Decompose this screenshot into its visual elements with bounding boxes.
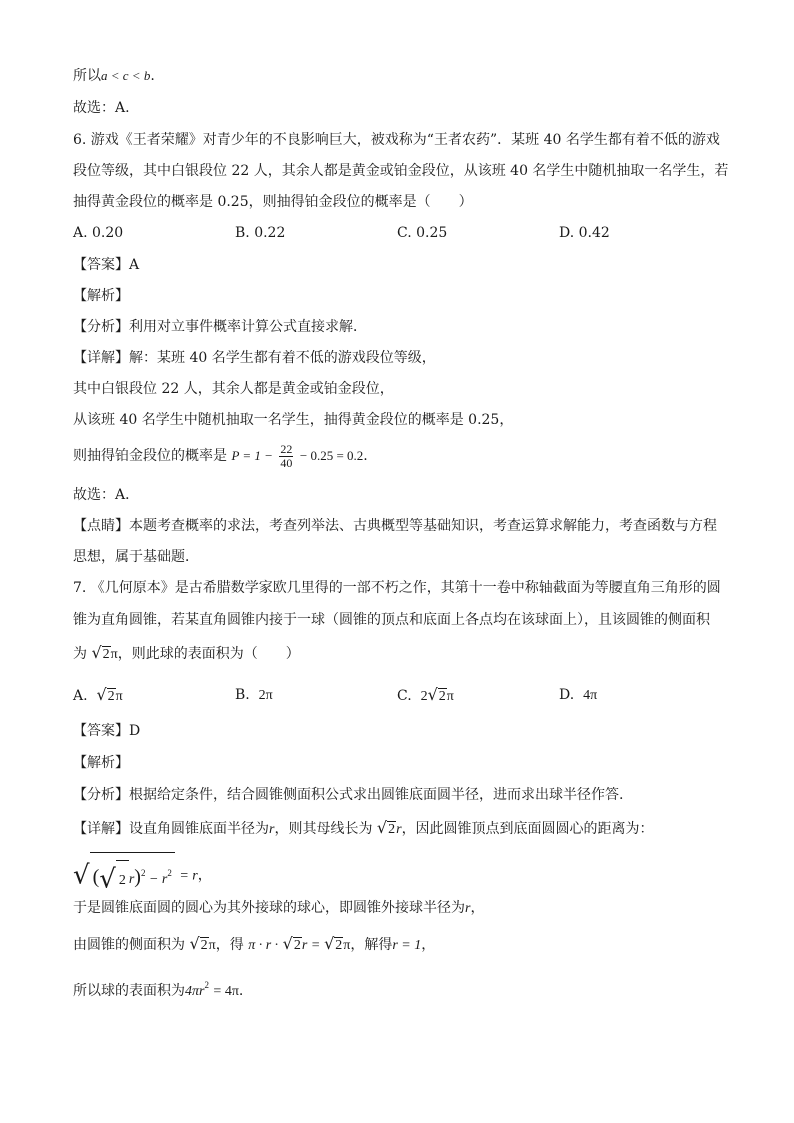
question-7-stem-line-2: 锥为直角圆锥，若某直角圆锥内接于一球（圆锥的顶点和底面上各点均在该球面上），且该圆锥的侧面积	[73, 612, 710, 628]
sqrt-symbol: √	[282, 934, 293, 953]
question-6-analysis-heading: 【解析】	[73, 288, 129, 304]
pi-symbol: π	[343, 938, 351, 953]
sqrt-symbol: √	[324, 934, 335, 953]
sqrt-radicand: 2	[293, 938, 301, 953]
fraction-numerator: 22	[280, 441, 293, 456]
variable-r: r	[396, 822, 402, 837]
text: ，因此圆锥顶点到底面圆圆心的距离为：	[401, 821, 654, 837]
text: 所以球的表面积为	[73, 983, 185, 999]
question-7-stem-line-1: 7. 《几何原本》是古希腊数学家欧几里得的一部不朽之作，其第十一卷中称轴截面为等腰直角三角形的圆	[73, 580, 721, 596]
variable-r: r	[128, 872, 135, 887]
math-expression: a < c < b	[101, 68, 151, 83]
sqrt-radicand: (√ 2 $r)^2 - r^2$	[90, 852, 175, 899]
question-6-stem-line-3: 抽得黄金段位的概率是 0.25，则抽得铂金段位的概率是（ ）	[73, 194, 473, 210]
variable-r: r	[301, 938, 308, 953]
exponent: 2	[204, 980, 209, 990]
question-7-option-c	[397, 685, 454, 707]
question-7-stem-line-3	[73, 643, 300, 665]
sqrt-radicand: 2	[116, 860, 129, 899]
question-7-detail-line	[73, 818, 654, 840]
text: 由圆锥的侧面积为	[73, 937, 185, 953]
text: ，则其母线长为	[274, 821, 373, 837]
option-label: A.	[73, 688, 88, 704]
question-7-fenxi: 【分析】根据给定条件，结合圆锥侧面积公式求出圆锥底面圆半径，进而求出球半径作答.	[73, 787, 624, 803]
option-label: C.	[397, 688, 412, 704]
math-expression: =	[311, 938, 320, 953]
math-expression: − 0.25 = 0.2	[299, 448, 364, 463]
text: ，得	[215, 937, 244, 953]
sqrt-symbol: √	[376, 818, 388, 837]
question-6-dianjing-line-1: 【点睛】本题考查概率的求法，考查列举法、古典概型等基础知识，考查运算求解能力，考查函数与方程	[73, 518, 717, 534]
variable-r: r	[465, 901, 471, 916]
text: ，	[470, 900, 485, 916]
math-expression: P = 1 −	[231, 448, 273, 463]
pi-symbol: π	[208, 938, 216, 953]
text-line: 故选：A.	[73, 100, 130, 116]
text-line	[73, 66, 155, 86]
math-expression: 4πr	[185, 984, 205, 999]
question-6-stem-line-2: 段位等级，其中白银段位 22 人，其余人都是黄金或铂金段位，从该班 40 名学生中随机抽取一名学生，若	[73, 163, 729, 179]
question-6-choose: 故选：A．	[73, 487, 140, 503]
question-7-detail-line	[73, 934, 435, 956]
sqrt-radicand: 2	[200, 938, 208, 953]
exponent: 2	[140, 868, 146, 878]
math-expression: r = 1	[392, 938, 422, 953]
sqrt-symbol: √	[427, 685, 438, 704]
question-6-option-c: C. 0.25	[397, 225, 448, 241]
sqrt-expression	[428, 685, 447, 707]
pi-symbol: π	[110, 647, 118, 662]
pi-symbol: π	[446, 689, 454, 704]
sqrt-radicand: 2	[107, 689, 115, 704]
math-expression: = r	[179, 868, 198, 884]
sqrt-symbol: √	[96, 685, 107, 704]
sqrt-radicand: 2	[102, 647, 110, 662]
question-6-option-a: A. 0.20	[73, 225, 124, 241]
question-7-detail-line	[73, 975, 243, 1002]
sqrt-expression	[99, 860, 129, 899]
question-6-detail-line: 从该班 40 名学生中随机抽取一名学生，抽得黄金段位的概率是 0.25，	[73, 412, 514, 428]
sqrt-radicand: 2	[388, 822, 396, 837]
text: 为	[73, 646, 87, 662]
question-7-analysis-heading: 【解析】	[73, 755, 129, 771]
sqrt-symbol: √	[91, 643, 102, 662]
question-6-detail-formula-line	[73, 442, 368, 470]
text: .	[150, 68, 155, 84]
sqrt-expression	[283, 934, 302, 956]
question-6-dianjing-line-2: 思想，属于基础题．	[73, 549, 199, 565]
text: ，	[197, 867, 212, 884]
question-7-option-a	[73, 685, 123, 707]
question-6-option-b: B. 0.22	[235, 225, 286, 241]
option-label: D.	[559, 687, 575, 703]
option-value: 2π	[258, 688, 273, 703]
fraction-denominator: 40	[280, 455, 293, 470]
math-expression: − r	[148, 872, 168, 887]
question-6-option-d: D. 0.42	[559, 225, 610, 241]
question-6-answer: 【答案】A	[73, 257, 140, 273]
sqrt-symbol: √	[73, 860, 90, 891]
sqrt-expression	[73, 852, 175, 899]
text: ，则此球的表面积为（ ）	[117, 646, 300, 662]
question-6-detail-line: 其中白银段位 22 人，其余人都是黄金或铂金段位，	[73, 381, 394, 397]
question-7-formula	[73, 852, 212, 899]
text: 所以	[73, 68, 101, 84]
pi-symbol: π	[115, 689, 123, 704]
sqrt-expression	[189, 934, 208, 956]
text: ，解得	[350, 937, 393, 953]
exponent: 2	[167, 868, 172, 878]
variable-r: r	[269, 822, 275, 837]
text: 则抽得铂金段位的概率是	[73, 448, 227, 464]
question-6-detail-line: 【详解】解：某班 40 名学生都有着不低的游戏段位等级，	[73, 350, 436, 366]
text: ，	[421, 937, 436, 953]
text: .	[238, 983, 244, 999]
question-7-option-b	[235, 685, 273, 706]
coefficient: 2	[420, 689, 428, 704]
text: 于是圆锥底面圆的圆心为其外接球的球心，即圆锥外接球半径为	[73, 900, 465, 916]
sqrt-symbol: √	[99, 864, 116, 895]
question-7-option-d	[559, 685, 597, 706]
sqrt-expression	[377, 818, 396, 840]
sqrt-expression	[96, 685, 115, 707]
math-expression: = 4π	[213, 984, 239, 999]
question-7-answer: 【答案】D	[73, 723, 141, 739]
sqrt-expression	[324, 934, 343, 956]
sqrt-expression	[91, 643, 110, 665]
sqrt-radicand: 2	[438, 689, 446, 704]
sqrt-symbol: √	[189, 934, 200, 953]
option-label: B.	[235, 687, 250, 703]
question-6-stem-line-1: 6. 游戏《王者荣耀》对青少年的不良影响巨大，被戏称为“王者农药”．某班 40 名学生都有着不低的游戏	[73, 132, 720, 148]
fraction	[279, 443, 293, 470]
option-value: 4π	[583, 688, 598, 703]
math-expression: π · r ·	[248, 938, 279, 953]
text: .	[363, 448, 368, 464]
text: 【详解】设直角圆锥底面半径为	[73, 821, 269, 837]
question-7-detail-line	[73, 898, 484, 919]
sqrt-radicand: 2	[335, 938, 343, 953]
question-6-fenxi: 【分析】利用对立事件概率计算公式直接求解．	[73, 319, 367, 335]
